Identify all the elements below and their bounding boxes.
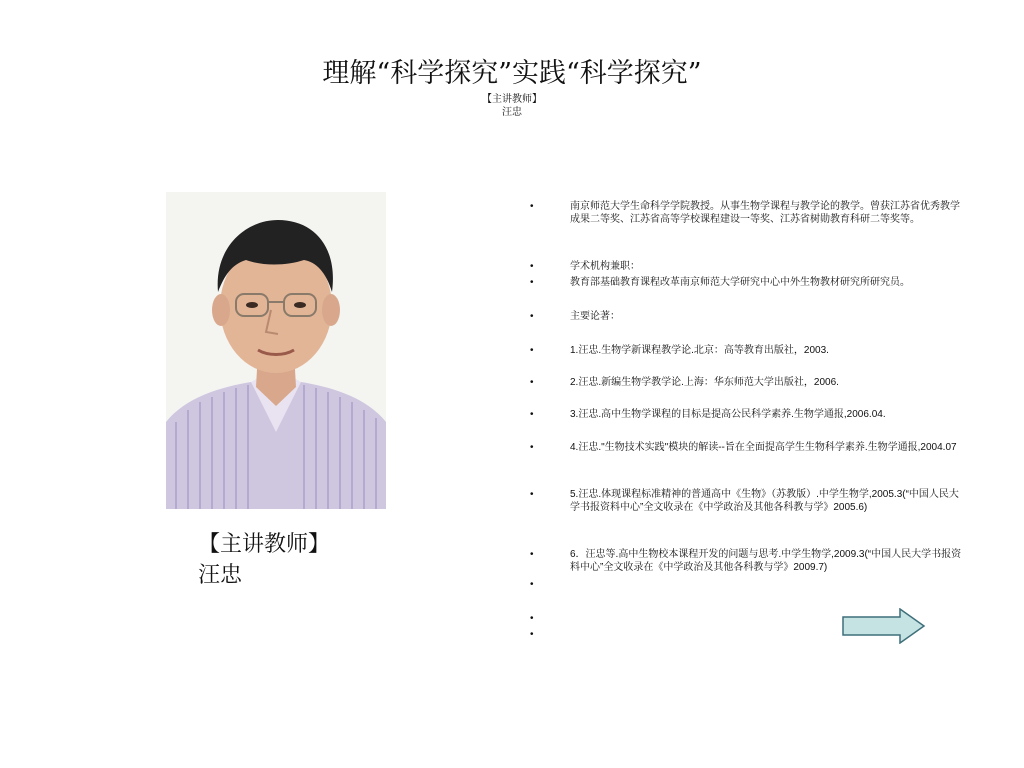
bio-item-text: 主要论著：	[570, 311, 620, 322]
bio-item-text: 4.汪忠."生物技术实践"模块的解读--旨在全面提高学生生物科学素养.生物学通报,2004.07	[570, 442, 957, 453]
lecturer-photo	[166, 192, 386, 509]
bullet-dot: •	[530, 409, 534, 420]
slide-title: 理解“科学探究”实践“科学探究”	[322, 58, 702, 89]
bullet-dot: •	[530, 261, 534, 272]
bio-item-text: 2.汪忠.新编生物学教学论.上海：华东师范大学出版社，2006.	[570, 377, 839, 388]
bullet-dot: •	[530, 277, 534, 288]
bio-item-text: 6．汪忠等.高中生物校本课程开发的问题与思考.中学生物学,2009.3(“中国人民大学书报资料中心”全文收录在《中学政治及其他各科教与学》2009.7)	[570, 549, 962, 573]
bio-item-text: 学术机构兼职：	[570, 261, 640, 272]
bullet-dot: •	[530, 489, 534, 500]
caption-name: 汪忠	[198, 563, 243, 588]
next-slide-button[interactable]	[842, 608, 926, 644]
bullet-dot: •	[530, 345, 534, 356]
bullet-dot: •	[530, 629, 534, 640]
right-arrow-icon	[842, 608, 926, 644]
bio-item-text: 1.汪忠.生物学新课程教学论.北京：高等教育出版社，2003.	[570, 345, 829, 356]
bullet-dot: •	[530, 201, 534, 212]
subtitle-name: 汪忠	[502, 107, 522, 118]
bio-item-text: 南京师范大学生命科学学院教授。从事生物学课程与教学论的教学。曾获江苏省优秀教学成果二等奖、江苏省高等学校课程建设一等奖、江苏省树勋教育科研二等奖等。	[570, 201, 960, 225]
caption-role: 【主讲教师】	[198, 532, 331, 557]
bio-item-text: 教育部基础教育课程改革南京师范大学研究中心中外生物教材研究所研究员。	[570, 277, 910, 288]
bullet-dot: •	[530, 579, 534, 590]
bullet-dot: •	[530, 311, 534, 322]
bio-item-text: 3.汪忠.高中生物学课程的目标是提高公民科学素养.生物学通报,2006.04.	[570, 409, 886, 420]
subtitle-role: 【主讲教师】	[482, 94, 542, 105]
bio-item-text: 5.汪忠.体现课程标准精神的普通高中《生物》（苏教版）.中学生物学,2005.3(“中国人民大学书报资料中心”全文收录在《中学政治及其他各科教与学》2005.6)	[570, 489, 959, 513]
arrow-shape	[843, 609, 924, 643]
bullet-dot: •	[530, 549, 534, 560]
bullet-dot: •	[530, 377, 534, 388]
bullet-dot: •	[530, 613, 534, 624]
bullet-dot: •	[530, 442, 534, 453]
